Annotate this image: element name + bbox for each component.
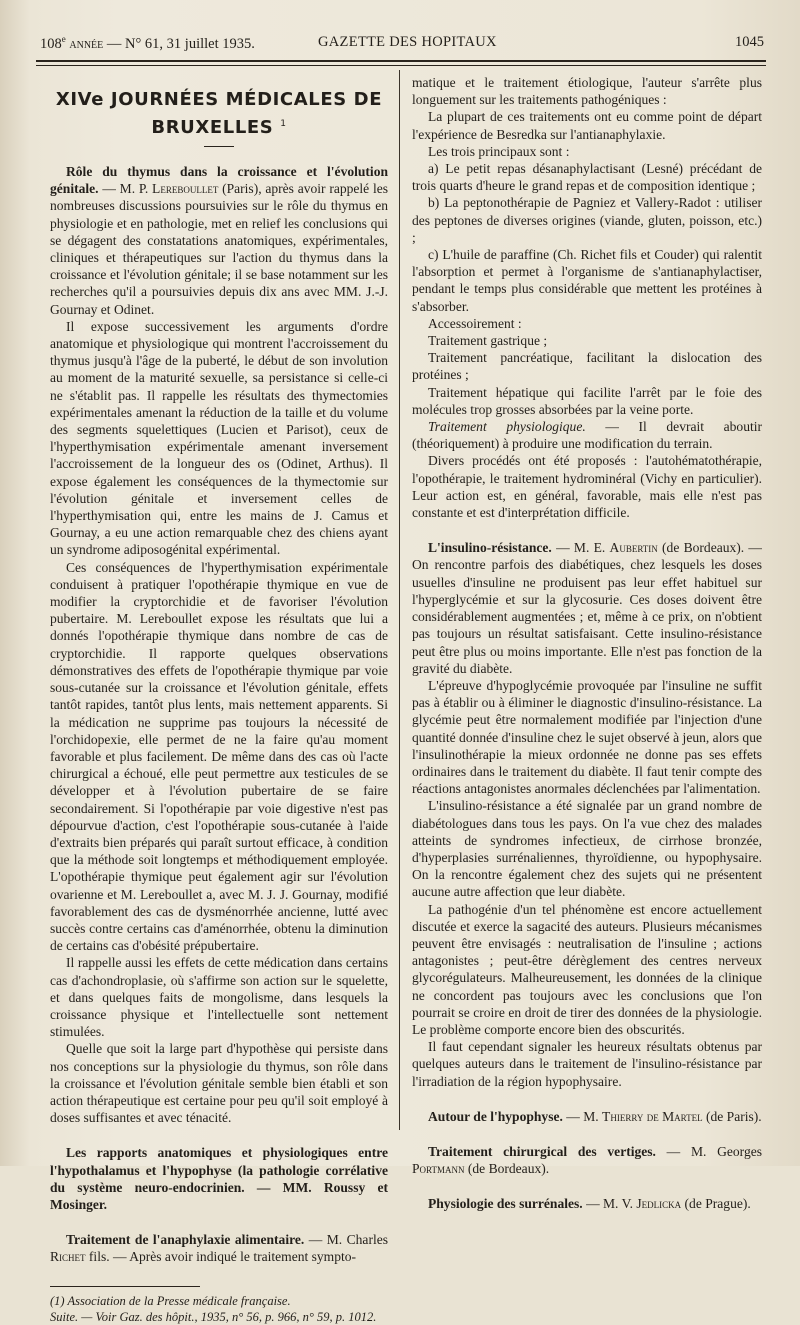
paragraph: L'épreuve d'hypoglycémie provoquée par l'insuline ne suffit pas à établir ou à éliminer le diagnostic d'insulino-résistance. La glycémie peut être normalement modifiée par l'injection d'une quantité donnée d'insuline chez le sujet observé à jeun, alors que l'insulinothérapie la mieux ordonnée ne donne pas ses effets ordinaires dans le traitement du diabète. Il faut tenir compte des réactions antagonistes anormales déclenchées par l'alimentation. — [412, 677, 762, 797]
paragraph: Les trois principaux sont : — [428, 143, 570, 159]
right-column — [412, 74, 762, 1213]
section-thymus: Rôle du thymus dans la croissance et l'évolution génitale. — M. P. Lereboullet (Paris), après avoir rappelé les nombreuses discussions poursuivies sur le rôle du thymus en physiologie et en pathologie, met en relief les conclusions qui se dégagent des constatations anatomiques, expérimentales, cliniques et thérapeutiques sur l'action du thymus dans la croissance et l'évolution génitale; il se base notamment sur les recherches qu'il a poursuivies depuis dix ans avec MM. J.-J. Gournay et Odinet. — [50, 164, 389, 317]
header-rule — [36, 60, 766, 66]
footnote: Suite. — Voir Gaz. des hôpit., 1935, n° 56, p. 966, n° 59, p. 1012. — [50, 1309, 377, 1324]
footnote-rule — [50, 1286, 200, 1287]
paragraph: Ces conséquences de l'hyperthymisation expérimentale conduisent à pratiquer l'opothérapie thymique en vue de modifier la cryptorchidie et de favoriser l'évolution pubertaire. M. Lereboullet expose les résultats que lui a donnés l'opothérapie thymique dans nombre de cas de cryptorchidie. Il rapporte quelques observations démonstratives des effets de l'opothérapie thymique par voie sous-cutanée sur la croissance et l'évolution génitale, effets tantôt rapides, tantôt plus lents, mais nettement apparents. Si la médication ne supprime pas toujours la nécessité de l'orchidopexie, elle permet de ne la faire qu'au moment favorable et plus facilement. De même dans des cas où l'acte chirurgical a échoué, elle peut permettre aux testicules de se développer et à l'évolution pubertaire de se faire secondairement. Si l'opothérapie par voie digestive n'est pas dépourvue d'action, c'est l'opothérapie sous-cutanée à l'aide d'extraits bien préparés qui paraît surtout efficace, à condition que la méthode soit longtemps et méthodiquement employée. L'opothérapie thymique peut également agir sur l'évolution ovarienne et M. Lereboullet a, avec M. J. J. Gournay, modifié favorablement des cas de dysménorrhée ancienne, lutté avec succès contre certains cas d'aménorrhée, obtenu la diminution de certains cas d'obésité prépubertaire. — [50, 559, 388, 954]
paragraph: Accessoirement : — [428, 315, 522, 331]
paragraph: Quelle que soit la large part d'hypothèse qui persiste dans nos conceptions sur la physiologie du thymus, son rôle dans la croissance et l'évolution génitale semble bien établi et son action thérapeutique est certaine pour peu qu'il soit employé à doses suffisantes et avec ténacité. — [50, 1041, 388, 1126]
paragraph: Traitement pancréatique, facilitant la dislocation des protéines ; — [412, 350, 762, 383]
header-page-number: 1045 — [735, 34, 764, 50]
paragraph: matique et le traitement étiologique, l'auteur s'arrête plus longuement sur les traitements pathogéniques : — [412, 75, 762, 108]
paragraph: Traitement hépatique qui facilite l'arrêt par le foie des molécules trop grosses absorbées par la veine porte. — [412, 384, 762, 417]
paragraph: Il rappelle aussi les effets de cette médication dans certains cas d'achondroplasie, où s'affirme son action sur le squelette, et dans quelques faits de mongolisme, dans lesquels la croissance physique et l'intellectuelle sont nettement stimulées. — [50, 955, 388, 1040]
section-hypothalamus: Les rapports anatomiques et physiologiques entre l'hypothalamus et l'hypophyse (la pathologie corrélative du système neuro-endocrinien. — MM. Roussy et Mosinger. — [50, 1145, 388, 1212]
section-insulino-resistance: L'insulino-résistance. — M. E. Aubertin (de Bordeaux). — On rencontre parfois des diabétiques, chez lesquels les doses usuelles d'insuline ne produisent pas leur effet habituel sur l'hyperglycémie et sur la glycosurie. Ces doses doivent être considérablement augmentées ; et, même à ce prix, on n'obtient pas toujours un résultat satisfaisant. Cette insulino-résistance peut être plus ou moins importante. Elle n'est pas fonction de la gravité du diabète. — [412, 540, 762, 676]
paragraph: b) La peptonothérapie de Pagniez et Vallery-Radot : utiliser des peptones de diverses origines (viande, gluten, poisson, etc.) ; — [412, 195, 762, 245]
paragraph: La pathogénie d'un tel phénomène est encore actuellement discutée et exerce la sagacité des auteurs. Plusieurs mécanismes peuvent être envisagés : neutralisation de l'insuline ; actions antagonistes ; peut-être dérèglement des centres nerveux glycorégulateurs. Malheureusement, les données de la clinique ne concordent pas toujours avec les conclusions que l'on pourrait se croire en droit de tirer des données de la physiologie. Le problème comporte encore bien des obscurités. — [412, 901, 762, 1037]
paragraph: Traitement gastrique ; — [428, 333, 548, 349]
paragraph: a) Le petit repas désanaphylactisant (Lesné) précédant de trois quarts d'heure le grand repas et de composition identique ; — [412, 161, 762, 194]
running-header — [40, 34, 764, 56]
paragraph: Il faut cependant signaler les heureux résultats obtenus par quelques auteurs dans le traitement de l'insulino-résistance par l'irradiation de la région hypophysaire. — [412, 1039, 762, 1089]
paragraph: c) L'huile de paraffine (Ch. Richet fils et Couder) qui ralentit l'absorption et permet à l'organisme de s'antianaphylactiser, pendant le temps plus considérable que mettent les protéines à s'absorber. — [412, 247, 762, 314]
title-divider — [204, 146, 234, 147]
section-surrenales: Physiologie des surrénales. — M. V. Jedlicka (de Prague). — [428, 1196, 751, 1212]
left-column — [50, 74, 388, 1325]
footnote: (1) Association de la Presse médicale française. — [50, 1293, 291, 1308]
paragraph: L'insulino-résistance a été signalée par un grand nombre de diabétologues dans tous les pays. On l'a vue chez des malades atteints de syndromes infectieux, de cirrhose bronzée, d'hyperplasies surrénaliennes, thyroïdienne, ou hypophysaire. On la rencontre également chez des sujets qui ne présentent aucune autre affection que leur diabète. — [412, 798, 762, 900]
section-vertiges: Traitement chirurgical des vertiges. — M. Georges Portmann (de Bordeaux). — [412, 1143, 763, 1177]
paragraph: Traitement physiologique. — Il devrait aboutir (théoriquement) à produire une modification du terrain. — [412, 419, 763, 452]
section-anaphylaxie: Traitement de l'anaphylaxie alimentaire. — M. Charles Richet fils. — Après avoir indiqué le traitement sympto- — [50, 1232, 389, 1265]
header-journal-name: GAZETTE DES HOPITAUX — [318, 34, 497, 50]
section-hypophyse: Autour de l'hypophyse. — M. Thierry de Martel (de Paris). — [428, 1108, 762, 1124]
column-divider — [399, 70, 400, 1130]
paragraph: La plupart de ces traitements ont eu comme point de départ l'expérience de Besredka sur l'antianaphylaxie. — [412, 109, 762, 142]
paragraph: Il expose successivement les arguments d'ordre anatomique et physiologique qui montrent l'accroissement du thymus jusqu'à l'âge de la puberté, le début de son involution au moment de la maturité sexuelle, sa persistance si celle-ci ne s'établit pas. Il rappelle les résultats des thymectomies expérimentales amenant la réduction de la taille et du volume des segments squelettiques (Lucien et Parisot), ceux de l'hyperthymisation expérimentale amenant inversement l'accroissement de la longueur des os (Odinet, Arthus). Il expose également les conséquences de la thymectomie sur l'évolution génitale et inversement celles de l'hyperthymisation qui, entre les mains de J. Camus et Gournay, a eu une action remarquable chez des chiens ayant un syndrome adiposogénital expérimental. — [50, 318, 388, 558]
paragraph: Divers procédés ont été proposés : l'autohématothérapie, l'opothérapie, le traitement hydrominéral (Vichy en particulier). Leur action est, en général, favorable, mais elle n'est pas constante et est d'interprétation difficile. — [412, 453, 762, 521]
article-title: XIVe JOURNÉES MÉDICALES DE BRUXELLES $^1$ — [55, 89, 383, 138]
header-issue-info: 108e année — N° 61, 31 juillet 1935. — [40, 34, 255, 52]
